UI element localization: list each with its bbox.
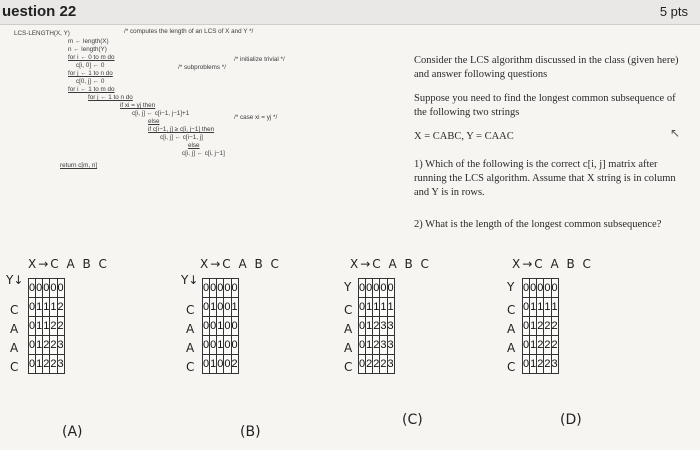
table-row — [359, 355, 395, 374]
matrix-cell: 2 — [551, 317, 558, 336]
cursor-icon: ↖ — [670, 126, 681, 140]
matrix-cell: 1 — [551, 298, 558, 317]
row-label: C — [186, 360, 195, 374]
row-label: A — [507, 341, 516, 355]
table-row — [29, 317, 65, 336]
algo-line: c[i, j] ← c[i−1, j] — [160, 134, 203, 141]
matrix-cell: 0 — [29, 336, 36, 355]
matrix-cell: 2 — [373, 336, 380, 355]
matrix-cell: 0 — [217, 298, 224, 317]
matrix-cell: 0 — [29, 298, 36, 317]
matrix-cell: 1 — [217, 317, 224, 336]
y-axis-label: Y↓ — [181, 273, 199, 287]
algo-signature: LCS-LENGTH(X, Y) — [14, 30, 70, 37]
table-row — [203, 317, 239, 336]
matrix-cell: 2 — [380, 355, 387, 374]
matrix-cell: 0 — [530, 279, 537, 298]
matrix-cell: 1 — [36, 336, 43, 355]
matrix-cell: 2 — [366, 355, 373, 374]
matrix-cell: 0 — [231, 279, 238, 298]
algo-line: m ← length(X) — [68, 38, 109, 45]
table-row — [523, 279, 559, 298]
matrix-cell: 1 — [210, 298, 217, 317]
table-row — [29, 279, 65, 298]
question-header — [0, 0, 700, 25]
matrix-cell: 2 — [43, 336, 50, 355]
matrix-cell: 0 — [523, 279, 530, 298]
matrix-cell: 0 — [210, 317, 217, 336]
question-suppose: Suppose you need to find the longest common subsequence of the following two strings — [414, 93, 676, 118]
matrix-cell: 3 — [380, 336, 387, 355]
row-label: C — [10, 303, 19, 317]
matrix-cell: 1 — [36, 298, 43, 317]
row-label: Y — [507, 280, 515, 294]
matrix-cell: 0 — [380, 279, 387, 298]
matrix-cell: 1 — [36, 317, 43, 336]
question-strings: X = CABC, Y = CAAC — [414, 131, 514, 142]
matrix-cell: 0 — [29, 317, 36, 336]
matrix-cell: 0 — [231, 336, 238, 355]
matrix-cell: 3 — [387, 336, 394, 355]
matrix-cell: 2 — [544, 336, 551, 355]
matrix-cell: 0 — [224, 279, 231, 298]
matrix-cell: 0 — [359, 317, 366, 336]
row-label: C — [344, 360, 353, 374]
matrix-cell: 0 — [544, 279, 551, 298]
matrix-cell: 3 — [380, 317, 387, 336]
option-d-caption: (D) — [560, 412, 582, 428]
matrix-cell: 0 — [57, 279, 64, 298]
table-row — [523, 355, 559, 374]
table-row — [523, 317, 559, 336]
matrix-cell: 2 — [537, 317, 544, 336]
matrix-cell: 1 — [530, 355, 537, 374]
column-header: X→C A B C — [200, 257, 281, 271]
algo-line: if xi = yj then — [120, 102, 156, 109]
table-row — [29, 355, 65, 374]
matrix-cell: 2 — [537, 336, 544, 355]
matrix-cell: 1 — [36, 355, 43, 374]
row-label: A — [10, 341, 19, 355]
matrix-cell: 1 — [366, 317, 373, 336]
matrix-cell: 2 — [50, 336, 57, 355]
option-c-caption: (C) — [402, 412, 423, 428]
matrix-cell: 3 — [57, 336, 64, 355]
matrix-cell: 3 — [387, 355, 394, 374]
algo-line: else — [188, 142, 200, 149]
matrix-cell: 0 — [551, 279, 558, 298]
matrix-cell: 1 — [217, 336, 224, 355]
matrix-cell: 2 — [544, 355, 551, 374]
table-row — [203, 355, 239, 374]
matrix-cell: 1 — [50, 298, 57, 317]
matrix-cell: 1 — [530, 298, 537, 317]
matrix-cell: 2 — [57, 317, 64, 336]
table-row — [203, 298, 239, 317]
matrix-cell: 3 — [387, 317, 394, 336]
matrix-cell: 0 — [366, 279, 373, 298]
matrix-cell: 0 — [523, 355, 530, 374]
matrix-cell: 2 — [50, 355, 57, 374]
row-label: C — [507, 303, 516, 317]
matrix-cell: 0 — [210, 336, 217, 355]
table-row — [523, 298, 559, 317]
matrix-cell: 0 — [217, 355, 224, 374]
row-label: A — [344, 322, 353, 336]
matrix-cell: 2 — [43, 355, 50, 374]
matrix-cell: 0 — [359, 336, 366, 355]
y-axis-label: Y↓ — [6, 273, 24, 287]
column-header: X→C A B C — [350, 257, 431, 271]
matrix-cell: 0 — [36, 279, 43, 298]
matrix-cell: 1 — [43, 317, 50, 336]
algo-line: else — [148, 118, 160, 125]
matrix-cell: 0 — [523, 317, 530, 336]
row-label: C — [344, 303, 353, 317]
matrix-cell: 0 — [203, 336, 210, 355]
matrix-cell: 1 — [530, 336, 537, 355]
algo-comment-case: /* case xi = yj */ — [234, 114, 278, 121]
matrix-cell: 2 — [57, 298, 64, 317]
matrix-cell: 0 — [224, 336, 231, 355]
question-part-1: 1) Which of the following is the correct c[i, j] matrix after running the LCS algorithm. Assume that X string is in column and Y is in rows. — [414, 159, 676, 198]
algo-line: c[i, j] ← c[i−1, j−1]+1 — [132, 110, 190, 117]
table-row — [359, 298, 395, 317]
matrix-cell: 1 — [544, 298, 551, 317]
matrix-table — [358, 278, 395, 374]
question-points: 5 pts — [659, 4, 688, 19]
algo-line: c[i, 0] ← 0 — [76, 62, 105, 69]
matrix-cell: 0 — [387, 279, 394, 298]
table-row — [203, 279, 239, 298]
row-label: A — [10, 322, 19, 336]
matrix-cell: 0 — [203, 279, 210, 298]
matrix-cell: 0 — [523, 298, 530, 317]
row-label: A — [186, 322, 195, 336]
table-row — [523, 336, 559, 355]
algo-line: for j ← 1 to n do — [68, 70, 113, 77]
column-header: X→C A B C — [28, 257, 109, 271]
matrix-cell: 1 — [366, 336, 373, 355]
question-intro: Consider the LCS algorithm discussed in the class (given here) and answer following questions — [414, 55, 679, 80]
matrix-cell: 1 — [210, 355, 217, 374]
algo-line: return c[m, n] — [60, 162, 98, 169]
matrix-cell: 0 — [224, 298, 231, 317]
matrix-cell: 1 — [537, 298, 544, 317]
algo-line: for i ← 0 to m do — [68, 54, 115, 61]
matrix-cell: 2 — [373, 317, 380, 336]
table-row — [359, 336, 395, 355]
algo-line: c[0, j] ← 0 — [76, 78, 105, 85]
matrix-cell: 1 — [43, 298, 50, 317]
matrix-cell: 0 — [210, 279, 217, 298]
matrix-cell: 0 — [359, 279, 366, 298]
column-header: X→C A B C — [512, 257, 593, 271]
algo-comment-main: /* computes the length of an LCS of X and Y */ — [124, 28, 254, 35]
table-row — [203, 336, 239, 355]
matrix-cell: 0 — [203, 355, 210, 374]
table-row — [359, 279, 395, 298]
matrix-cell: 0 — [224, 317, 231, 336]
matrix-cell: 0 — [203, 317, 210, 336]
matrix-cell: 2 — [373, 355, 380, 374]
matrix-cell: 2 — [537, 355, 544, 374]
matrix-table — [522, 278, 559, 374]
matrix-cell: 0 — [224, 355, 231, 374]
algo-line: for j ← 1 to n do — [88, 94, 133, 101]
row-label: A — [507, 322, 516, 336]
matrix-cell: 0 — [359, 298, 366, 317]
algo-comment-sub: /* subproblems */ — [178, 64, 226, 71]
algo-line: for i ← 1 to m do — [68, 86, 115, 93]
matrix-table — [202, 278, 239, 374]
algo-line: if c[i−1, j] ≥ c[i, j−1] then — [148, 126, 215, 133]
matrix-cell: 0 — [29, 279, 36, 298]
matrix-cell: 2 — [544, 317, 551, 336]
matrix-cell: 0 — [231, 317, 238, 336]
matrix-cell: 1 — [530, 317, 537, 336]
matrix-cell: 0 — [217, 279, 224, 298]
option-b-caption: (B) — [240, 424, 261, 440]
matrix-cell: 0 — [373, 279, 380, 298]
row-label: C — [10, 360, 19, 374]
matrix-cell: 0 — [537, 279, 544, 298]
matrix-cell: 0 — [50, 279, 57, 298]
matrix-cell: 3 — [57, 355, 64, 374]
table-row — [29, 298, 65, 317]
matrix-cell: 0 — [29, 355, 36, 374]
matrix-cell: 0 — [359, 355, 366, 374]
row-label: Y — [344, 280, 352, 294]
matrix-cell: 0 — [203, 298, 210, 317]
table-row — [359, 317, 395, 336]
matrix-cell: 2 — [551, 336, 558, 355]
algo-line: c[i, j] ← c[i, j−1] — [182, 150, 225, 157]
matrix-table — [28, 278, 65, 374]
question-title: uestion 22 — [2, 3, 77, 20]
row-label: A — [186, 341, 195, 355]
algo-line: n ← length(Y) — [68, 46, 107, 53]
matrix-cell: 1 — [380, 298, 387, 317]
question-part-2: 2) What is the length of the longest common subsequence? — [414, 219, 662, 230]
matrix-cell: 2 — [50, 317, 57, 336]
matrix-cell: 2 — [231, 355, 238, 374]
matrix-cell: 0 — [43, 279, 50, 298]
algo-comment-init: /* initialize trivial */ — [234, 56, 285, 63]
row-label: C — [507, 360, 516, 374]
row-label: A — [344, 341, 353, 355]
option-a-caption: (A) — [62, 424, 83, 440]
matrix-cell: 1 — [231, 298, 238, 317]
matrix-cell: 0 — [523, 336, 530, 355]
matrix-cell: 1 — [387, 298, 394, 317]
algorithm-image — [12, 28, 396, 208]
matrix-cell: 3 — [551, 355, 558, 374]
matrix-cell: 1 — [373, 298, 380, 317]
matrix-cell: 1 — [366, 298, 373, 317]
row-label: C — [186, 303, 195, 317]
table-row — [29, 336, 65, 355]
